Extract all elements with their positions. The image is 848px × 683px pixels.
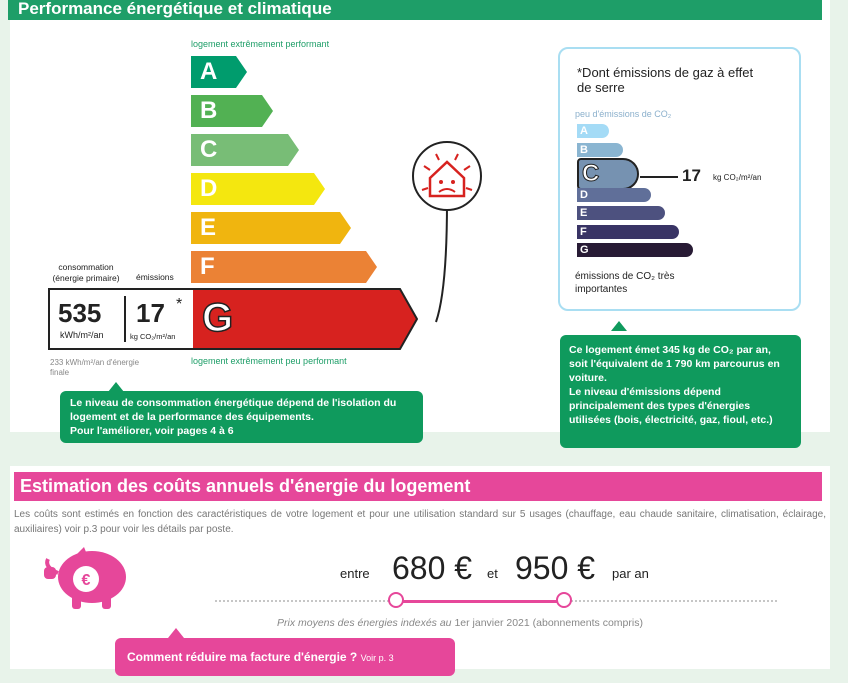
label-bottom-performant: logement extrêmement peu performant: [191, 356, 347, 366]
co2-class-c: [577, 158, 639, 190]
cost-range-bar: [396, 600, 564, 603]
energy-class-letter-b: B: [200, 97, 218, 124]
co2-class-letter-f: F: [580, 225, 587, 238]
energy-class-b: [190, 94, 274, 128]
consumption-label: consommation (énergie primaire): [52, 262, 120, 283]
tip-reduce-bill-text: Comment réduire ma facture d'énergie ?: [127, 650, 358, 664]
co2-class-g: [577, 243, 693, 257]
co2-class-a: [577, 124, 609, 138]
energy-class-letter-c: C: [200, 136, 218, 163]
co2-class-letter-d: D: [580, 188, 588, 201]
cost-and: et: [487, 566, 498, 581]
tip-arrow-right: [611, 321, 627, 331]
cost-range-high-marker: [556, 592, 572, 608]
cost-description: Les coûts sont estimés en fonction des caractéristiques de votre logement et pour une utilisation standard sur 5 usages (chauffage, eau chaude sanitaire, climatisation, éclairage, auxiliaires) voir p.3 pour voir les détails par poste.: [14, 509, 826, 535]
emissions-label: émissions: [136, 272, 174, 282]
energy-class-letter-g: G: [202, 296, 234, 340]
co2-class-letter-c: C: [582, 160, 600, 187]
cost-high-value: 950 €: [515, 550, 596, 586]
co2-class-letter-e: E: [580, 207, 588, 219]
energy-class-f: [190, 250, 378, 284]
house-icon: [400, 140, 500, 330]
co2-class-letter-g: G: [580, 244, 589, 256]
consumption-value: 535: [58, 298, 102, 328]
tip-consumption: Le niveau de consommation énergétique dépend de l'isolation du logement et de la performance des équipements. Pour l'améliorer, voir pages 4 à 6: [60, 391, 423, 443]
section-title-costs: Estimation des coûts annuels d'énergie du logement: [14, 472, 822, 501]
energy-class-e: [190, 211, 352, 245]
svg-text:€: €: [81, 572, 91, 589]
co2-top-label: peu d'émissions de CO₂: [575, 109, 672, 119]
emissions-unit: kg CO₂/m²/an: [130, 332, 176, 341]
final-energy-note: 233 kWh/m²/an d'énergie finale: [50, 358, 140, 377]
co2-unit: kg CO₂/m²/an: [713, 173, 762, 182]
co2-class-d: [577, 188, 651, 202]
cost-range-low-marker: [388, 592, 404, 608]
co2-class-letter-a: A: [580, 125, 588, 137]
prices-note: [277, 617, 643, 629]
co2-class-b: [577, 143, 623, 157]
energy-class-letter-e: E: [200, 214, 217, 241]
cost-per-year: par an: [612, 566, 649, 581]
co2-class-f: [577, 225, 679, 239]
energy-class-a: [190, 55, 248, 89]
prices-note-italic: Prix moyens des énergies indexés au: [277, 617, 452, 629]
piggy-bank-icon: [40, 545, 134, 611]
co2-value: 17: [682, 166, 701, 185]
tip-reduce-bill[interactable]: [115, 638, 455, 676]
energy-class-d: [190, 172, 326, 206]
co2-class-letter-b: B: [580, 143, 588, 156]
consumption-box: [48, 288, 193, 350]
box-divider: [124, 296, 126, 342]
co2-bottom-label: émissions de CO₂ très importantes: [575, 271, 675, 295]
cost-low-value: 680 €: [392, 550, 473, 586]
co2-connector: [640, 176, 678, 178]
emissions-star: *: [176, 296, 183, 313]
emissions-value: 17: [136, 298, 165, 328]
energy-class-letter-d: D: [200, 175, 218, 202]
energy-class-c: [190, 133, 300, 167]
label-top-performant: logement extrêmement performant: [191, 39, 330, 49]
section-title-energy: Performance énergétique et climatique: [8, 0, 822, 20]
energy-class-letter-f: F: [200, 253, 215, 280]
energy-class-letter-a: A: [200, 58, 218, 85]
tip-emissions: Ce logement émet 345 kg de CO₂ par an, soit l'équivalent de 1 790 km parcourus en voiture. Le niveau d'émissions dépend principalement des types d'énergies utilisées (bois, électricité, gaz, fioul, etc.): [560, 335, 801, 448]
consumption-unit: kWh/m²/an: [60, 330, 104, 340]
tip-arrow-costs: [168, 628, 184, 638]
co2-panel-title: *Dont émissions de gaz à effet de serre: [577, 65, 754, 95]
energy-class-g: [190, 288, 418, 350]
tip-reduce-bill-ref: Voir p. 3: [360, 653, 394, 663]
prices-note-date: 1er janvier 2021 (abonnements compris): [454, 617, 643, 629]
co2-class-e: [577, 206, 665, 220]
cost-between: entre: [340, 566, 370, 581]
